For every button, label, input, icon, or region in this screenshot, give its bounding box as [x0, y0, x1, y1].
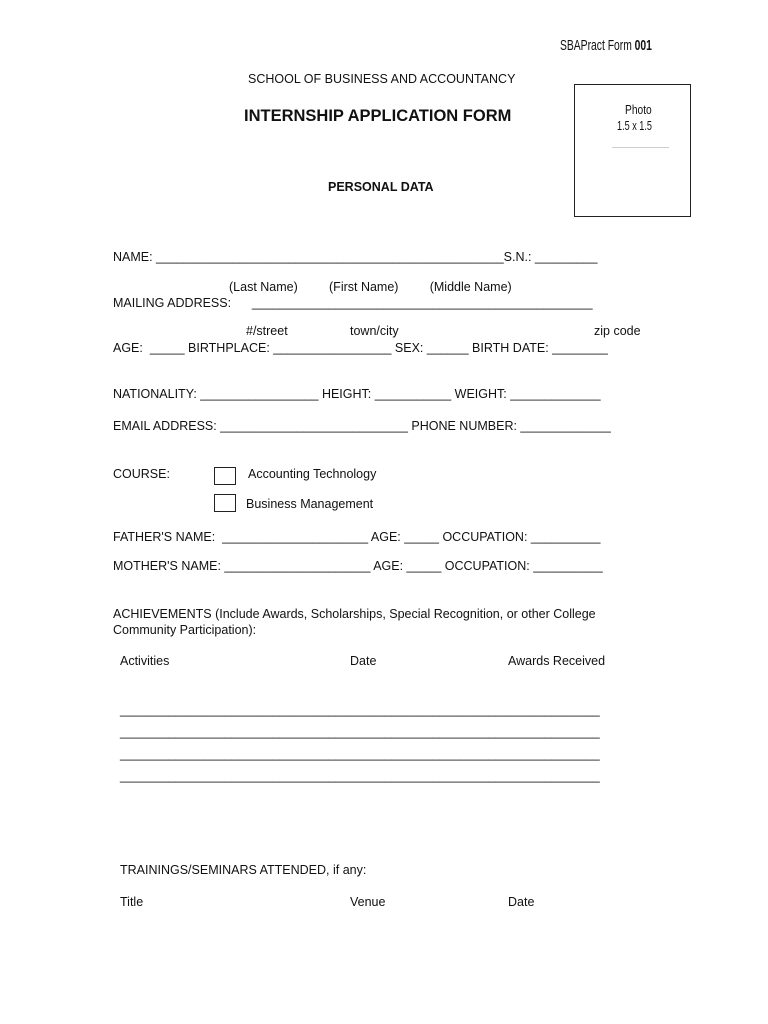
achievements-line[interactable]: _____________________________________________________________________: [120, 703, 600, 717]
nationality-height-weight-field[interactable]: NATIONALITY: _________________ HEIGHT: ___________ WEIGHT: _____________: [113, 387, 601, 401]
achievements-line[interactable]: _____________________________________________________________________: [120, 769, 600, 783]
achievements-heading-cont: Community Participation):: [113, 623, 257, 637]
achievements-line[interactable]: _____________________________________________________________________: [120, 747, 600, 761]
name-hints: (Last Name) (First Name) (Middle Name): [229, 280, 512, 294]
photo-rule: [612, 147, 669, 148]
achievements-line[interactable]: _____________________________________________________________________: [120, 725, 600, 739]
achievements-col-activities: Activities: [120, 654, 170, 668]
form-id: [560, 39, 652, 54]
photo-size: 1.5 x 1.5: [617, 119, 652, 133]
school-name: SCHOOL OF BUSINESS AND ACCOUNTANCY: [248, 72, 516, 86]
trainings-col-venue: Venue: [350, 895, 386, 909]
achievements-heading: ACHIEVEMENTS (Include Awards, Scholarships, Special Recognition, or other College: [113, 607, 596, 621]
mailing-hint-street: #/street: [246, 324, 288, 338]
form-id-prefix: SBAPract Form: [560, 38, 635, 54]
father-field[interactable]: FATHER'S NAME: _____________________ AGE: _____ OCCUPATION: __________: [113, 530, 601, 544]
photo-label: Photo: [625, 103, 652, 117]
course-checkbox-accounting[interactable]: [214, 467, 236, 485]
trainings-col-title: Title: [120, 895, 144, 909]
mailing-address-field[interactable]: MAILING ADDRESS: _________________________________________________: [113, 296, 593, 310]
section-personal-data: PERSONAL DATA: [328, 180, 434, 194]
email-phone-field[interactable]: EMAIL ADDRESS: ___________________________ PHONE NUMBER: _____________: [113, 419, 611, 433]
achievements-col-date: Date: [350, 654, 377, 668]
name-field[interactable]: NAME: __________________________________________________S.N.: _________: [113, 250, 598, 264]
age-birthplace-sex-birthdate-field[interactable]: AGE: _____ BIRTHPLACE: _________________ SEX: ______ BIRTH DATE: ________: [113, 341, 608, 355]
course-option-business: Business Management: [246, 497, 374, 511]
form-title: INTERNSHIP APPLICATION FORM: [244, 107, 512, 125]
course-checkbox-business[interactable]: [214, 494, 236, 512]
mailing-hint-zip: zip code: [594, 324, 641, 338]
trainings-col-date: Date: [508, 895, 535, 909]
trainings-heading: TRAININGS/SEMINARS ATTENDED, if any:: [120, 863, 367, 877]
achievements-col-awards: Awards Received: [508, 654, 606, 668]
course-option-accounting: Accounting Technology: [248, 467, 377, 481]
course-label: COURSE:: [113, 467, 170, 481]
form-id-number: 001: [634, 38, 652, 54]
mother-field[interactable]: MOTHER'S NAME: _____________________ AGE: _____ OCCUPATION: __________: [113, 559, 603, 573]
mailing-hint-town: town/city: [350, 324, 399, 338]
